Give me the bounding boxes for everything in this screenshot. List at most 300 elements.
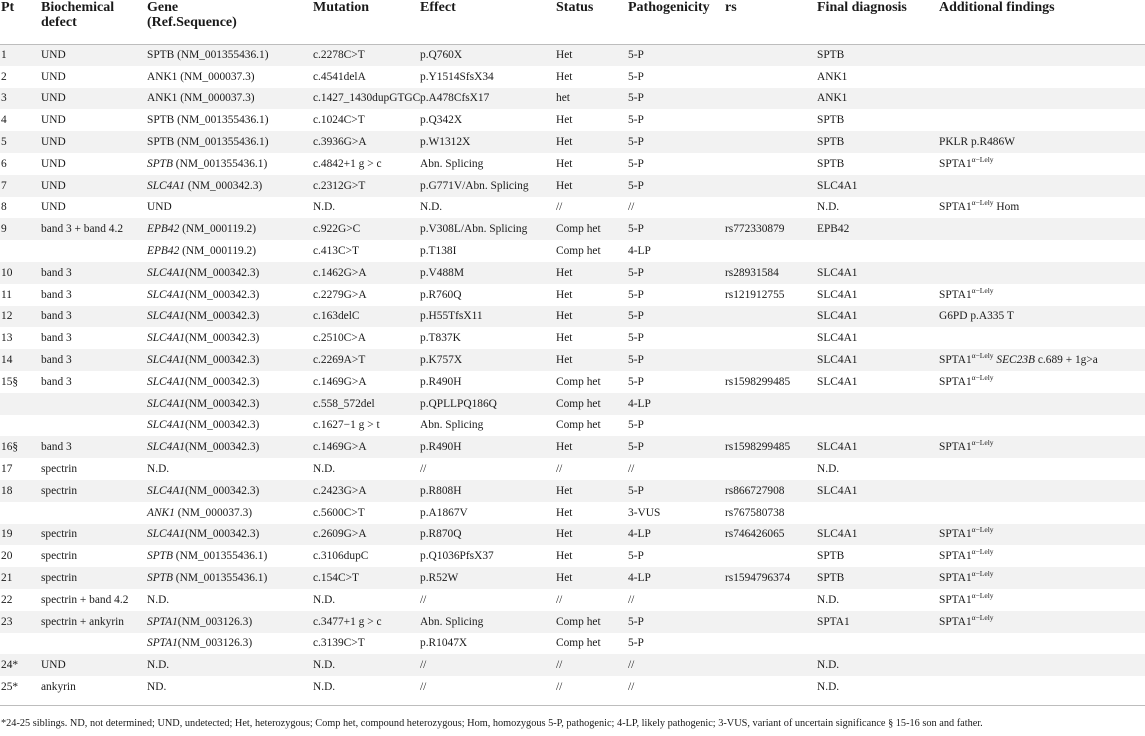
- cell-defect: [40, 415, 146, 437]
- gene-symbol: SLC4A1: [147, 419, 185, 432]
- cell-final-diagnosis: [816, 502, 938, 524]
- finding-text: SPTA1: [939, 288, 972, 301]
- cell-gene: [146, 436, 312, 458]
- finding-allele-superscript: α−Lely: [971, 155, 994, 165]
- cell-pt: 10: [1, 266, 13, 279]
- cell-mutation: c.1427_1430dupGTGC: [313, 92, 421, 105]
- cell-final-diagnosis: SPTB: [817, 49, 845, 62]
- table-row: [0, 66, 1145, 88]
- cell-status: Het: [556, 49, 573, 62]
- cell-status: Comp het: [556, 637, 601, 650]
- cell-effect: p.T837K: [420, 332, 461, 345]
- cell-pathogenicity: 5-P: [628, 179, 644, 192]
- gene-ref-sequence: (NM_000342.3): [184, 528, 260, 541]
- cell-additional-findings: [938, 393, 1145, 415]
- cell-rs: rs772330879: [725, 223, 785, 236]
- header-biochemical-defect-line2: defect: [41, 15, 77, 30]
- cell-gene: [146, 415, 312, 437]
- cell-mutation: c.4842+1 g > c: [313, 157, 382, 170]
- cell-gene: [146, 371, 312, 393]
- cell-additional-findings: [938, 88, 1145, 110]
- cell-gene: [146, 88, 312, 110]
- header-gene-line2: (Ref.Sequence): [147, 15, 237, 30]
- cell-status: Het: [556, 332, 573, 345]
- cell-effect: p.V308L/Abn. Splicing: [420, 223, 528, 236]
- cell-final-diagnosis: SLC4A1: [817, 375, 858, 388]
- cell-additional-findings: [938, 458, 1145, 480]
- gene-ref-sequence: (NM_000119.2): [179, 223, 257, 236]
- cell-final-diagnosis: N.D.: [817, 463, 840, 476]
- finding-allele-superscript: α−Lely: [971, 547, 994, 557]
- cell-status: Comp het: [556, 223, 601, 236]
- table-row: [0, 175, 1145, 197]
- cell-defect: UND: [41, 114, 66, 127]
- cell-gene: [146, 393, 312, 415]
- gene-symbol: N.D.: [147, 463, 170, 476]
- cell-defect: UND: [41, 201, 66, 214]
- cell-pt: [0, 502, 40, 524]
- cell-mutation: c.2609G>A: [313, 528, 367, 541]
- cell-gene: [146, 589, 312, 611]
- cell-effect: //: [420, 681, 427, 693]
- cell-effect: p.R1047X: [420, 637, 468, 650]
- cell-final-diagnosis: SLC4A1: [817, 332, 858, 345]
- gene-symbol: UND: [147, 201, 172, 214]
- cell-rs: [724, 633, 816, 655]
- table-footnote: *24-25 siblings. ND, not determined; UND, undetected; Het, heterozygous; Comp het, compound heterozygous; Hom, homozygous 5-P, pathogenic; 4-LP, likely pathogenic; 3-VUS, variant of uncertain significance § 15-16 son and father.: [1, 718, 983, 729]
- cell-status: Comp het: [556, 245, 601, 258]
- table-row: [0, 480, 1145, 502]
- cell-pathogenicity: 4-LP: [628, 397, 651, 410]
- gene-symbol: N.D.: [147, 593, 170, 606]
- cell-additional-findings: [938, 349, 1145, 371]
- gene-symbol: SLC4A1: [147, 375, 185, 388]
- cell-defect: UND: [41, 49, 66, 62]
- cell-defect: UND: [41, 179, 66, 192]
- table-row: [0, 44, 1145, 66]
- cell-rs: rs121912755: [725, 288, 785, 301]
- cell-pt: 6: [1, 157, 7, 170]
- cell-defect: spectrin + band 4.2: [41, 593, 129, 606]
- finding-allele-superscript: α−Lely: [971, 351, 994, 361]
- cell-pt: 1: [1, 49, 7, 62]
- cell-rs: rs1598299485: [725, 441, 791, 454]
- header-additional-findings: [938, 0, 1145, 44]
- cell-pathogenicity: 5-P: [628, 223, 644, 236]
- cell-status: Het: [556, 484, 573, 497]
- cell-effect: p.T138I: [420, 245, 457, 258]
- cell-mutation: N.D.: [313, 681, 336, 693]
- cell-pt: 11: [1, 288, 12, 301]
- cell-final-diagnosis: SLC4A1: [817, 310, 858, 323]
- cell-pathogenicity: //: [628, 659, 635, 672]
- cell-status: //: [556, 201, 563, 214]
- cell-pathogenicity: //: [628, 201, 635, 214]
- gene-ref-sequence: (NM_001355436.1): [172, 157, 268, 170]
- gene-symbol: ANK1 (NM_000037.3): [147, 70, 255, 83]
- table-header: [0, 0, 1145, 44]
- cell-final-diagnosis: [816, 415, 938, 437]
- gene-symbol: SLC4A1: [147, 332, 185, 345]
- cell-defect: band 3: [41, 266, 72, 279]
- cell-status: het: [556, 92, 570, 105]
- cell-additional-findings: [938, 502, 1145, 524]
- cell-effect: Abn. Splicing: [420, 157, 484, 170]
- cell-pt: 17: [1, 463, 13, 476]
- cell-final-diagnosis: SPTB: [817, 550, 845, 563]
- cell-additional-findings: [938, 262, 1145, 284]
- cell-pathogenicity: 5-P: [628, 375, 644, 388]
- header-pt-line1: Pt: [1, 0, 15, 15]
- cell-pathogenicity: 5-P: [628, 114, 644, 127]
- gene-symbol: SPTB (NM_001355436.1): [147, 114, 269, 127]
- cell-pathogenicity: //: [628, 463, 635, 476]
- cell-effect: p.A1867V: [420, 506, 468, 519]
- finding-detail: Hom: [993, 201, 1020, 214]
- cell-defect: spectrin: [41, 572, 78, 585]
- cell-mutation: c.3936G>A: [313, 136, 367, 149]
- table-row: [0, 633, 1145, 655]
- table-row: [0, 153, 1145, 175]
- cell-gene: [146, 306, 312, 328]
- cell-mutation: c.1024C>T: [313, 114, 365, 127]
- cell-effect: N.D.: [420, 201, 443, 214]
- cell-gene: [146, 327, 312, 349]
- finding-text: SPTA1: [939, 375, 972, 388]
- cell-gene: [146, 349, 312, 371]
- cell-pathogenicity: 5-P: [628, 441, 644, 454]
- cell-defect: UND: [41, 136, 66, 149]
- gene-ref-sequence: (NM_001355436.1): [172, 572, 268, 585]
- table-row: [0, 262, 1145, 284]
- cell-additional-findings: [938, 218, 1145, 240]
- cell-status: Het: [556, 179, 573, 192]
- finding-text: SPTA1: [939, 441, 972, 454]
- cell-additional-findings: [938, 109, 1145, 131]
- cell-pt: 4: [1, 114, 7, 127]
- gene-ref-sequence: (NM_000037.3): [174, 506, 253, 519]
- gene-symbol: SLC4A1: [147, 528, 185, 541]
- cell-pathogenicity: 5-P: [628, 354, 644, 367]
- header-additional-findings-line1: Additional findings: [939, 0, 1055, 15]
- cell-mutation: N.D.: [313, 593, 336, 606]
- gene-symbol: SLC4A1: [147, 288, 185, 301]
- cell-mutation: c.3106dupC: [313, 550, 369, 563]
- gene-ref-sequence: (NM_000342.3): [184, 332, 260, 345]
- gene-symbol: SLC4A1: [147, 484, 185, 497]
- finding-gene-italic: SEC23B: [996, 354, 1036, 367]
- gene-symbol: SPTB: [147, 572, 173, 585]
- cell-additional-findings: [938, 197, 1145, 219]
- cell-defect: ankyrin: [41, 681, 76, 693]
- cell-status: Comp het: [556, 397, 601, 410]
- finding-text: SPTA1: [939, 615, 972, 628]
- cell-rs: [724, 676, 816, 698]
- cell-rs: [724, 611, 816, 633]
- cell-additional-findings: [938, 415, 1145, 437]
- cell-pathogenicity: 5-P: [628, 157, 644, 170]
- gene-symbol: SPTB: [147, 157, 173, 170]
- cell-pathogenicity: 5-P: [628, 49, 644, 62]
- cell-status: Het: [556, 114, 573, 127]
- cell-status: Comp het: [556, 419, 601, 432]
- gene-ref-sequence: (NM_000342.3): [184, 441, 260, 454]
- finding-allele-superscript: α−Lely: [971, 373, 994, 383]
- finding-text: SPTA1: [939, 528, 972, 541]
- cell-effect: p.A478CfsX17: [420, 92, 490, 105]
- cell-final-diagnosis: [816, 393, 938, 415]
- gene-ref-sequence: (NM_000342.3): [184, 179, 263, 192]
- cell-mutation: c.4541delA: [313, 70, 366, 83]
- cell-rs: [724, 88, 816, 110]
- cell-rs: [724, 131, 816, 153]
- table-row: [0, 567, 1145, 589]
- cell-final-diagnosis: SPTB: [817, 136, 845, 149]
- cell-gene: [146, 545, 312, 567]
- cell-mutation: c.2269A>T: [313, 354, 366, 367]
- cell-additional-findings: [938, 611, 1145, 633]
- cell-status: //: [556, 463, 563, 476]
- cell-defect: band 3: [41, 310, 72, 323]
- cell-effect: p.H55TfsX11: [420, 310, 483, 323]
- table-row: [0, 611, 1145, 633]
- cell-final-diagnosis: SPTB: [817, 114, 845, 127]
- finding-detail: c.689 + 1g>a: [1035, 354, 1098, 367]
- cell-pathogenicity: 5-P: [628, 310, 644, 323]
- cell-final-diagnosis: EPB42: [817, 223, 850, 236]
- table-row: [0, 436, 1145, 458]
- cell-gene: [146, 44, 312, 66]
- finding-allele-superscript: α−Lely: [971, 438, 994, 448]
- cell-mutation: c.2279G>A: [313, 288, 367, 301]
- cell-final-diagnosis: SLC4A1: [817, 441, 858, 454]
- cell-gene: [146, 633, 312, 655]
- cell-effect: p.R870Q: [420, 528, 462, 541]
- table-row: [0, 109, 1145, 131]
- cell-final-diagnosis: N.D.: [817, 593, 840, 606]
- table-body: [0, 44, 1145, 698]
- gene-ref-sequence: (NM_003126.3): [177, 615, 253, 628]
- header-rs: [724, 0, 816, 44]
- cell-defect: spectrin: [41, 528, 78, 541]
- cell-rs: rs1598299485: [725, 375, 791, 388]
- cell-effect: Abn. Splicing: [420, 615, 484, 628]
- cell-pt: [0, 240, 40, 262]
- cell-effect: p.R52W: [420, 572, 459, 585]
- cell-status: //: [556, 681, 563, 693]
- cell-defect: band 3: [41, 332, 72, 345]
- cell-pt: 7: [1, 179, 7, 192]
- cell-defect: [40, 502, 146, 524]
- cell-additional-findings: [938, 654, 1145, 676]
- cell-gene: [146, 567, 312, 589]
- cell-pt: [0, 415, 40, 437]
- gene-symbol: SPTB: [147, 550, 173, 563]
- cell-additional-findings: [938, 567, 1145, 589]
- cell-mutation: c.2510C>A: [313, 332, 366, 345]
- cell-gene: [146, 676, 312, 698]
- header-rs-line1: rs: [725, 0, 737, 15]
- cell-status: Het: [556, 157, 573, 170]
- finding-text: SPTA1: [939, 593, 972, 606]
- cell-rs: rs767580738: [725, 506, 785, 519]
- gene-ref-sequence: (NM_000342.3): [184, 288, 260, 301]
- cell-pt: 5: [1, 136, 7, 149]
- gene-ref-sequence: (NM_000342.3): [184, 310, 260, 323]
- cell-final-diagnosis: SPTA1: [817, 615, 850, 628]
- gene-ref-sequence: (NM_001355436.1): [172, 550, 268, 563]
- gene-symbol: ANK1: [147, 506, 175, 519]
- cell-gene: [146, 524, 312, 546]
- cell-status: Het: [556, 528, 573, 541]
- table-row: [0, 654, 1145, 676]
- cell-defect: band 3: [41, 441, 72, 454]
- cell-pathogenicity: 5-P: [628, 550, 644, 563]
- cell-rs: [724, 240, 816, 262]
- cell-pathogenicity: 5-P: [628, 637, 644, 650]
- cell-mutation: N.D.: [313, 659, 336, 672]
- cell-pt: 24*: [1, 659, 19, 672]
- cell-additional-findings: [938, 524, 1145, 546]
- header-pathogenicity-line1: Pathogenicity: [628, 0, 710, 15]
- cell-pt: 9: [1, 223, 7, 236]
- cell-status: Het: [556, 354, 573, 367]
- header-final-diagnosis-line1: Final diagnosis: [817, 0, 907, 15]
- cell-status: Het: [556, 506, 573, 519]
- cell-additional-findings: [938, 131, 1145, 153]
- table-row: [0, 284, 1145, 306]
- cell-mutation: c.413C>T: [313, 245, 359, 258]
- header-mutation-line1: Mutation: [313, 0, 369, 15]
- cell-mutation: c.922G>C: [313, 223, 361, 236]
- cell-pt: 15§: [1, 375, 19, 388]
- cell-gene: [146, 131, 312, 153]
- cell-gene: [146, 458, 312, 480]
- cell-effect: p.R808H: [420, 484, 462, 497]
- cell-additional-findings: [938, 676, 1145, 698]
- gene-ref-sequence: (NM_003126.3): [177, 637, 253, 650]
- cell-final-diagnosis: ANK1: [817, 92, 848, 105]
- cell-defect: band 3: [41, 288, 72, 301]
- table-row: [0, 524, 1145, 546]
- cell-pt: 3: [1, 92, 7, 105]
- cell-mutation: N.D.: [313, 201, 336, 214]
- cell-final-diagnosis: [816, 240, 938, 262]
- footnote-divider: [0, 705, 1145, 706]
- table-row: [0, 218, 1145, 240]
- gene-symbol: SLC4A1: [147, 397, 185, 410]
- finding-text: PKLR p.R486W: [939, 136, 1015, 149]
- cell-pathogenicity: 5-P: [628, 136, 644, 149]
- gene-ref-sequence: (NM_000342.3): [184, 354, 260, 367]
- header-biochemical-defect: [40, 0, 146, 44]
- cell-effect: p.QPLLPQ186Q: [420, 397, 497, 410]
- cell-additional-findings: [938, 436, 1145, 458]
- cell-rs: rs28931584: [725, 266, 779, 279]
- cell-rs: [724, 654, 816, 676]
- cell-status: Het: [556, 310, 573, 323]
- cell-gene: [146, 218, 312, 240]
- cell-gene: [146, 262, 312, 284]
- cell-effect: p.K757X: [420, 354, 463, 367]
- cell-gene: [146, 66, 312, 88]
- cell-additional-findings: [938, 306, 1145, 328]
- cell-mutation: c.1627−1 g > t: [313, 419, 380, 432]
- cell-final-diagnosis: SLC4A1: [817, 528, 858, 541]
- cell-defect: band 3 + band 4.2: [41, 223, 124, 236]
- cell-status: Het: [556, 288, 573, 301]
- cell-mutation: c.3139C>T: [313, 637, 365, 650]
- cell-pathogenicity: 5-P: [628, 615, 644, 628]
- header-biochemical-defect-line1: Biochemical: [41, 0, 115, 15]
- cell-mutation: c.558_572del: [313, 397, 375, 410]
- cell-pt: 19: [1, 528, 13, 541]
- header-mutation: [312, 0, 419, 44]
- cell-pt: [0, 393, 40, 415]
- header-pathogenicity: [627, 0, 724, 44]
- cell-pathogenicity: //: [628, 681, 635, 693]
- cell-final-diagnosis: SLC4A1: [817, 354, 858, 367]
- cell-pathogenicity: 5-P: [628, 419, 644, 432]
- cell-defect: [40, 633, 146, 655]
- cell-rs: [724, 327, 816, 349]
- gene-symbol: EPB42: [147, 223, 180, 236]
- gene-symbol: SLC4A1: [147, 310, 185, 323]
- cell-effect: p.Y1514SfsX34: [420, 70, 494, 83]
- cell-mutation: c.154C>T: [313, 572, 359, 585]
- cell-additional-findings: [938, 633, 1145, 655]
- table-row: [0, 197, 1145, 219]
- cell-additional-findings: [938, 327, 1145, 349]
- finding-allele-superscript: α−Lely: [971, 612, 994, 622]
- cell-final-diagnosis: N.D.: [817, 659, 840, 672]
- table-row: [0, 240, 1145, 262]
- table-row: [0, 458, 1145, 480]
- gene-symbol: SLC4A1: [147, 354, 185, 367]
- cell-pt: [0, 633, 40, 655]
- cell-effect: //: [420, 463, 427, 476]
- cell-pathogenicity: 5-P: [628, 266, 644, 279]
- finding-text: SPTA1: [939, 354, 972, 367]
- finding-allele-superscript: α−Lely: [971, 198, 994, 208]
- cell-defect: UND: [41, 70, 66, 83]
- gene-symbol: SPTA1: [147, 615, 178, 628]
- cell-status: Het: [556, 136, 573, 149]
- table-row: [0, 545, 1145, 567]
- table-row: [0, 131, 1145, 153]
- cell-defect: UND: [41, 659, 66, 672]
- cell-additional-findings: [938, 371, 1145, 393]
- cell-gene: [146, 175, 312, 197]
- cell-final-diagnosis: N.D.: [817, 681, 840, 693]
- gene-symbol: N.D.: [147, 659, 170, 672]
- cell-additional-findings: [938, 153, 1145, 175]
- cell-mutation: c.5600C>T: [313, 506, 365, 519]
- cell-pathogenicity: 4-LP: [628, 245, 651, 258]
- cell-effect: p.W1312X: [420, 136, 471, 149]
- cell-pathogenicity: 3-VUS: [628, 506, 661, 519]
- cell-rs: [724, 109, 816, 131]
- cell-rs: [724, 197, 816, 219]
- cell-rs: [724, 458, 816, 480]
- cell-rs: [724, 306, 816, 328]
- cell-defect: band 3: [41, 354, 72, 367]
- cell-rs: [724, 66, 816, 88]
- cell-effect: //: [420, 659, 427, 672]
- cell-pt: 14: [1, 354, 13, 367]
- cell-pt: 12: [1, 310, 13, 323]
- cell-pt: 22: [1, 593, 13, 606]
